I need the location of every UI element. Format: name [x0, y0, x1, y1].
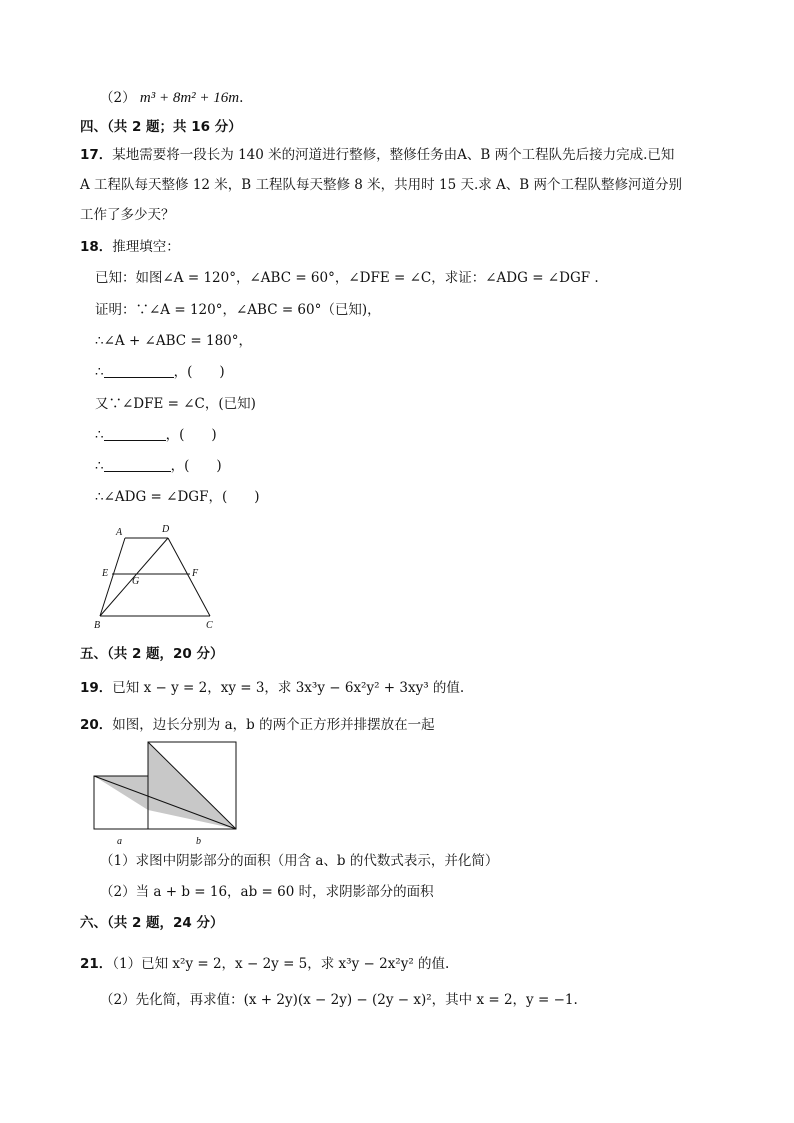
trapezoid-figure	[88, 520, 228, 632]
label-F: F	[192, 568, 199, 579]
q18-proof-step1: 证明：∵∠A = 120°，∠ABC = 60°（已知)，	[95, 302, 381, 318]
section-6-heading: 六、（共 2 题，24 分）	[80, 915, 224, 931]
q21-part1: 21．（1）已知 x²y = 2，x − 2y = 5，求 x³y − 2x²y² 的值.	[80, 956, 450, 972]
label-G: G	[132, 576, 140, 587]
q17-line2: A 工程队每天整修 12 米，B 工程队每天整修 8 米，共用时 15 天.求 A、B 两个工程队整修河道分别	[80, 177, 682, 193]
label-E: E	[102, 568, 109, 579]
q20-part2: （2）当 a + b = 16，ab = 60 时，求阴影部分的面积	[100, 884, 434, 900]
q18-proof-step2: ∴∠A + ∠ABC = 180°，	[95, 333, 253, 349]
section-4-heading: 四、（共 2 题；共 16 分）	[80, 119, 242, 135]
q18-proof-step7: ∴∠ADG = ∠DGF，( )	[95, 489, 260, 505]
label-D: D	[162, 524, 170, 535]
q17-line3: 工作了多少天？	[80, 207, 175, 223]
q19: 19．已知 x − y = 2，xy = 3，求 3x³y − 6x²y² + 3xy³ 的值.	[80, 680, 465, 696]
two-squares-figure	[90, 738, 242, 850]
q18-title: 18．推理填空：	[80, 239, 180, 255]
section-5-heading: 五、（共 2 题，20 分）	[80, 646, 224, 662]
q18-given: 已知：如图∠A = 120°，∠ABC = 60°，∠DFE = ∠C，求证：∠ADG = ∠DGF .	[95, 270, 599, 286]
q20-part1: （1）求图中阴影部分的面积（用含 a、b 的代数式表示，并化简）	[100, 853, 499, 869]
label-b: b	[196, 836, 201, 847]
answer-blank-3[interactable]	[104, 457, 171, 472]
answer-blank-1[interactable]	[104, 363, 174, 378]
q18-proof-step4: 又∵∠DFE = ∠C，(已知)	[95, 396, 256, 412]
label-C: C	[206, 620, 213, 631]
q17-line1: 17．某地需要将一段长为 140 米的河道进行整修，整修任务由A、B 两个工程队先后接力完成.已知	[80, 147, 675, 163]
q16-part2: （2） m³ + 8m² + 16m.	[100, 90, 244, 106]
label-a: a	[117, 836, 122, 847]
q18-proof-step5: ∴ ，( )	[95, 427, 217, 443]
q16-expression: m³ + 8m² + 16m	[139, 90, 240, 106]
q21-part2: （2）先化简，再求值：(x + 2y)(x − 2y) − (2y − x)²，其中 x = 2，y = −1.	[100, 992, 578, 1008]
label-A: A	[116, 527, 123, 538]
answer-blank-2[interactable]	[104, 426, 166, 441]
q18-proof-step6: ∴ ，( )	[95, 458, 222, 474]
q20-stem: 20．如图，边长分别为 a，b 的两个正方形并排摆放在一起	[80, 717, 435, 733]
label-B: B	[94, 620, 101, 631]
q18-proof-step3: ∴ ，( )	[95, 364, 225, 380]
